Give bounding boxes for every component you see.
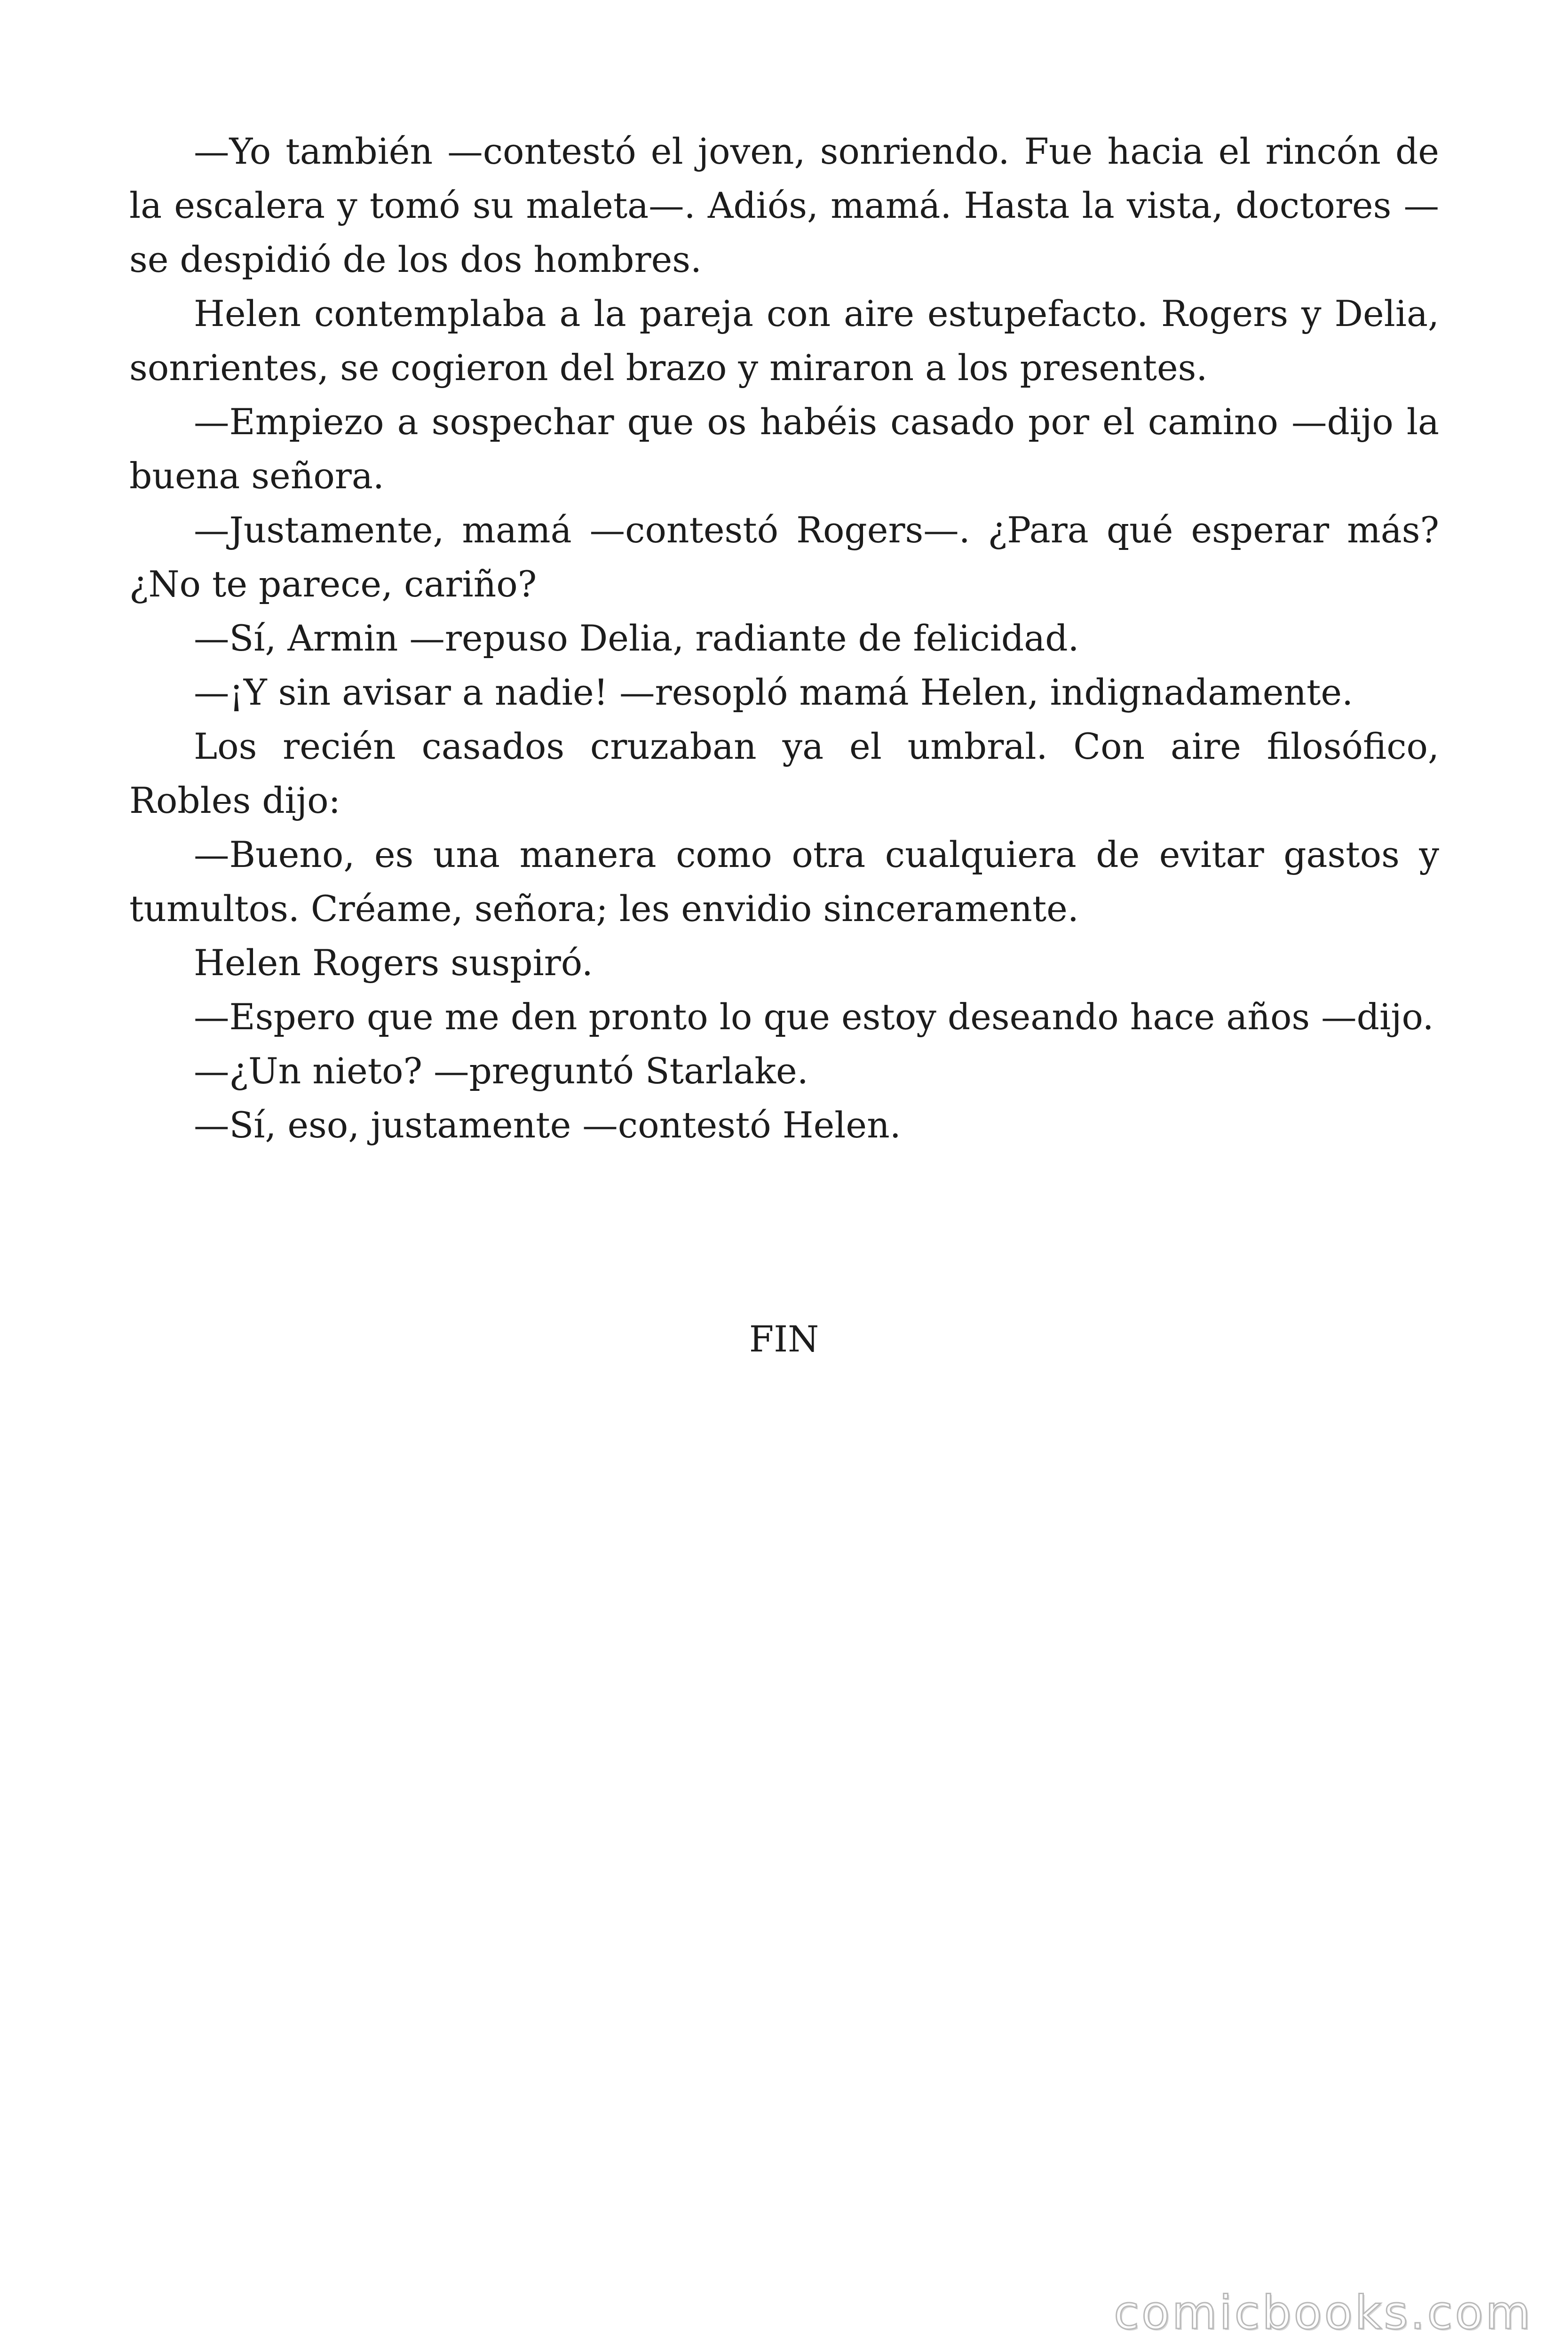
paragraph: —Sí, eso, justamente —contestó Helen. <box>194 1104 901 1146</box>
watermark: comicbooks.com <box>1114 2286 1533 2340</box>
paragraph: Helen Rogers suspiró. <box>194 942 593 984</box>
body-text <box>129 125 1439 1152</box>
paragraph: —¡Y sin avisar a nadie! —resopló mamá Helen, indignadamente. <box>194 672 1354 713</box>
paragraph: —Bueno, es una manera como otra cualquiera de evitar gastos y tumultos. Créame, señora; les envidio sinceramente. <box>129 834 1439 930</box>
paragraph: Helen contemplaba a la pareja con aire estupefacto. Rogers y Delia, sonrientes, se cogieron del brazo y miraron a los presentes. <box>129 293 1439 389</box>
paragraph: —Sí, Armin —repuso Delia, radiante de felicidad. <box>194 618 1079 659</box>
end-mark: FIN <box>749 1319 819 1360</box>
paragraph: —Yo también —contestó el joven, sonriendo. Fue hacia el rincón de la escalera y tomó su maleta—. Adiós, mamá. Hasta la vista, doctores —se despidió de los dos hombres. <box>129 131 1439 280</box>
paragraph: Los recién casados cruzaban ya el umbral. Con aire filosófico, Robles dijo: <box>129 726 1439 821</box>
paragraph: —¿Un nieto? —preguntó Starlake. <box>194 1050 808 1092</box>
paragraph: —Justamente, mamá —contestó Rogers—. ¿Para qué esperar más? ¿No te parece, cariño? <box>129 509 1439 605</box>
paragraph: —Espero que me den pronto lo que estoy deseando hace años —dijo. <box>194 996 1434 1038</box>
paragraph: —Empiezo a sospechar que os habéis casado por el camino —dijo la buena señora. <box>129 401 1439 497</box>
